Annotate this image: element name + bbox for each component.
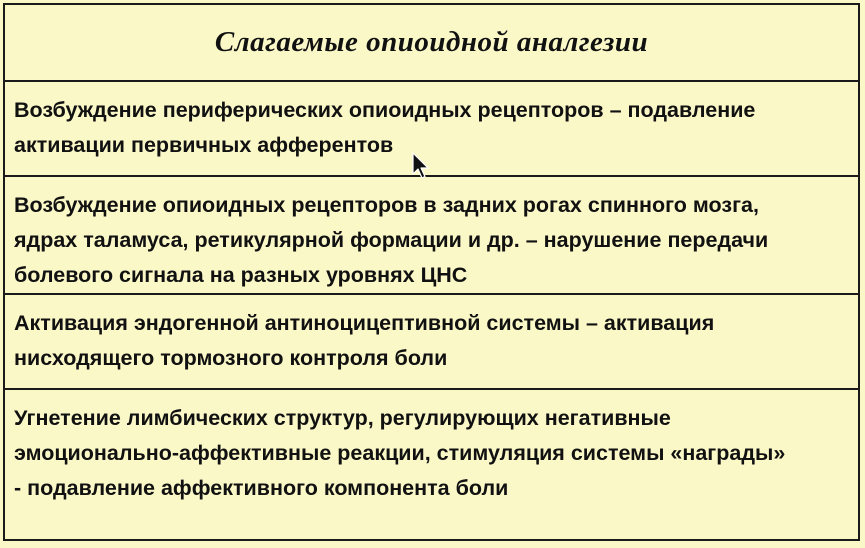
row-text: Угнетение лимбических структур, регулирующих негативные эмоционально-аффективные реакции, стимуляция системы «награды» - подавление аффективного компонента боли <box>14 406 786 500</box>
table-row <box>5 293 858 388</box>
content-table <box>3 3 860 541</box>
mouse-pointer-icon <box>412 152 430 180</box>
row-text: Активация эндогенной антиноцицептивной системы – активация нисходящего тормозного контроля боли <box>14 311 715 370</box>
row-text: Возбуждение опиоидных рецепторов в задних рогах спинного мозга, ядрах таламуса, ретикулярной формации и др. – нарушение передачи болевого сигнала на разных уровнях ЦНС <box>14 193 769 287</box>
table-row <box>5 80 858 175</box>
title-row <box>5 5 858 80</box>
row-text: Возбуждение периферических опиоидных рецепторов – подавление активации первичных афферентов <box>14 98 756 157</box>
slide-title: Слагаемые опиоидной аналгезии <box>214 26 649 58</box>
table-row <box>5 388 858 539</box>
table-row <box>5 175 858 293</box>
